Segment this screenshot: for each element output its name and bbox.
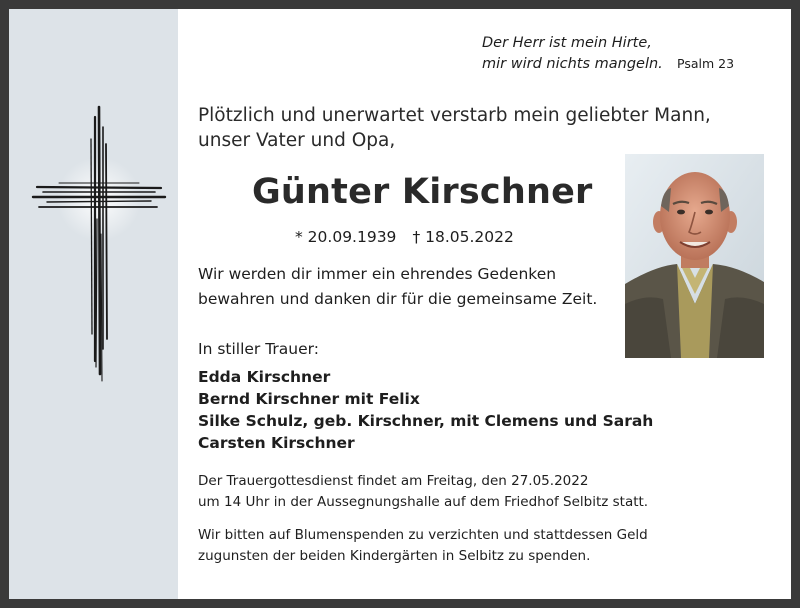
mourner-name: Edda Kirschner — [198, 368, 331, 386]
mourners-list — [198, 366, 653, 454]
donation-line-1: Wir bitten auf Blumenspenden zu verzichten und stattdessen Geld — [198, 527, 648, 543]
death-date: † 18.05.2022 — [412, 228, 514, 246]
memorial-line-1: Wir werden dir immer ein ehrendes Gedenken — [198, 265, 557, 283]
mourner-name: Silke Schulz, geb. Kirschner, mit Clemens und Sarah — [198, 412, 654, 430]
memorial-line-2: bewahren und danken dir für die gemeinsame Zeit. — [198, 290, 598, 308]
deceased-name: Günter Kirschner — [252, 172, 593, 212]
mourner-name: Bernd Kirschner mit Felix — [198, 390, 420, 408]
intro-line-2: unser Vater und Opa, — [198, 130, 396, 151]
intro-text — [198, 103, 711, 153]
portrait-photo — [625, 154, 764, 358]
service-line-2: um 14 Uhr in der Aussegnungshalle auf dem Friedhof Selbitz statt. — [198, 494, 649, 510]
mourner-name: Carsten Kirschner — [198, 434, 355, 452]
memorial-text — [198, 262, 597, 312]
donation-line-2: zugunsten der beiden Kindergärten in Selbitz zu spenden. — [198, 548, 591, 564]
intro-line-1: Plötzlich und unerwartet verstarb mein geliebter Mann, — [198, 105, 711, 126]
psalm-verse — [482, 33, 663, 75]
birth-date: * 20.09.1939 — [295, 228, 397, 246]
psalm-line-1: Der Herr ist mein Hirte, — [482, 35, 652, 51]
life-dates — [295, 228, 514, 246]
service-line-1: Der Trauergottesdienst findet am Freitag, den 27.05.2022 — [198, 473, 589, 489]
donation-note — [198, 525, 648, 567]
mourners-label: In stiller Trauer: — [198, 340, 319, 358]
psalm-reference: Psalm 23 — [677, 56, 735, 71]
psalm-line-2: mir wird nichts mangeln. — [482, 56, 663, 72]
service-info — [198, 471, 648, 513]
